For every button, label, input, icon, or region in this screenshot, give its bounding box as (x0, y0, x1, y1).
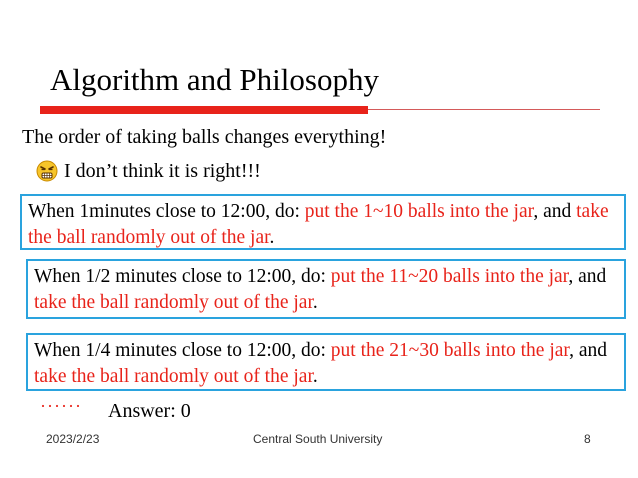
step-box-2 (26, 259, 626, 319)
angry-face-emoji-icon (36, 160, 58, 182)
step-2-take-text: take the ball randomly out of the jar (34, 292, 313, 313)
footer-university: Central South University (253, 432, 383, 446)
step-2-mid: , and (568, 266, 607, 287)
step-2-put-text: put the 11~20 balls into the jar (330, 266, 569, 287)
step-2-prefix: When 1/2 minutes close to 12:00, do: (34, 266, 331, 287)
step-3-prefix: When 1/4 minutes close to 12:00, do: (34, 340, 331, 361)
step-2-suffix: . (312, 292, 318, 313)
title-underline-red (40, 106, 368, 114)
footer-page-number: 8 (584, 432, 591, 446)
answer-text: Answer: 0 (108, 400, 191, 422)
step-box-1 (20, 194, 626, 250)
step-1-prefix: When 1minutes close to 12:00, do: (28, 201, 305, 222)
step-box-3 (26, 333, 626, 391)
step-3-put-text: put the 21~30 balls into the jar (330, 340, 570, 361)
comment-text: I don’t think it is right!!! (64, 160, 261, 182)
step-1-mid: , and (533, 201, 577, 222)
step-1-put-text: put the 1~10 balls into the jar (304, 201, 534, 222)
step-3-suffix: . (312, 366, 318, 387)
ellipsis-dots: ······ (40, 396, 82, 416)
step-3-mid: , and (569, 340, 608, 361)
title-underline-thin (368, 109, 600, 110)
footer-date: 2023/2/23 (46, 432, 100, 446)
step-1-suffix: . (269, 227, 275, 248)
slide-title: Algorithm and Philosophy (50, 62, 379, 97)
comment-line (36, 158, 261, 184)
slide-subtitle: The order of taking balls changes everything! (22, 126, 387, 148)
step-1-take-text: take the ball randomly out of the jar (28, 201, 609, 248)
step-3-take-text: take the ball randomly out of the jar (34, 366, 313, 387)
